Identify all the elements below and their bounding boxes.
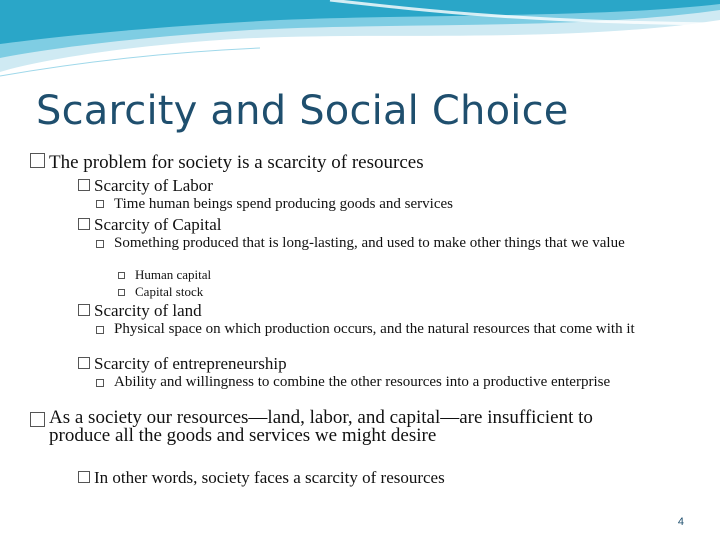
square-bullet-icon: [96, 326, 104, 334]
square-bullet-icon: [78, 218, 90, 230]
bullet-entrepreneurship: Scarcity of entrepreneurship: [78, 355, 287, 372]
bullet-scarcity-problem: The problem for society is a scarcity of resources: [30, 153, 424, 172]
bullet-capital: Scarcity of Capital: [78, 216, 221, 233]
page-number: 4: [677, 516, 684, 528]
square-bullet-icon: [118, 272, 125, 279]
square-bullet-icon: [78, 471, 90, 483]
square-bullet-icon: [118, 289, 125, 296]
bullet-human-capital: Human capital: [118, 268, 211, 281]
square-bullet-icon: [30, 412, 45, 427]
square-bullet-icon: [96, 379, 104, 387]
bullet-in-other-words: In other words, society faces a scarcity of resources: [78, 469, 445, 486]
bullet-land-definition: Physical space on which production occurs, and the natural resources that come with it: [96, 322, 676, 337]
square-bullet-icon: [78, 304, 90, 316]
bullet-land: Scarcity of land: [78, 302, 202, 319]
slide-title: Scarcity and Social Choice: [36, 88, 569, 134]
square-bullet-icon: [78, 179, 90, 191]
header-wave-decoration: [0, 0, 720, 90]
square-bullet-icon: [78, 357, 90, 369]
bullet-labor-definition: Time human beings spend producing goods and services: [96, 197, 453, 212]
bullet-insufficient-resources: As a society our resources—land, labor, and capital—are insufficient to produce all the goods and services we might desire: [30, 409, 670, 445]
square-bullet-icon: [96, 240, 104, 248]
square-bullet-icon: [96, 200, 104, 208]
bullet-capital-definition: Something produced that is long-lasting, and used to make other things that we value: [96, 236, 656, 251]
bullet-entrepreneurship-definition: Ability and willingness to combine the other resources into a productive enterprise: [96, 375, 666, 390]
bullet-capital-stock: Capital stock: [118, 285, 203, 298]
bullet-labor: Scarcity of Labor: [78, 177, 213, 194]
square-bullet-icon: [30, 153, 45, 168]
